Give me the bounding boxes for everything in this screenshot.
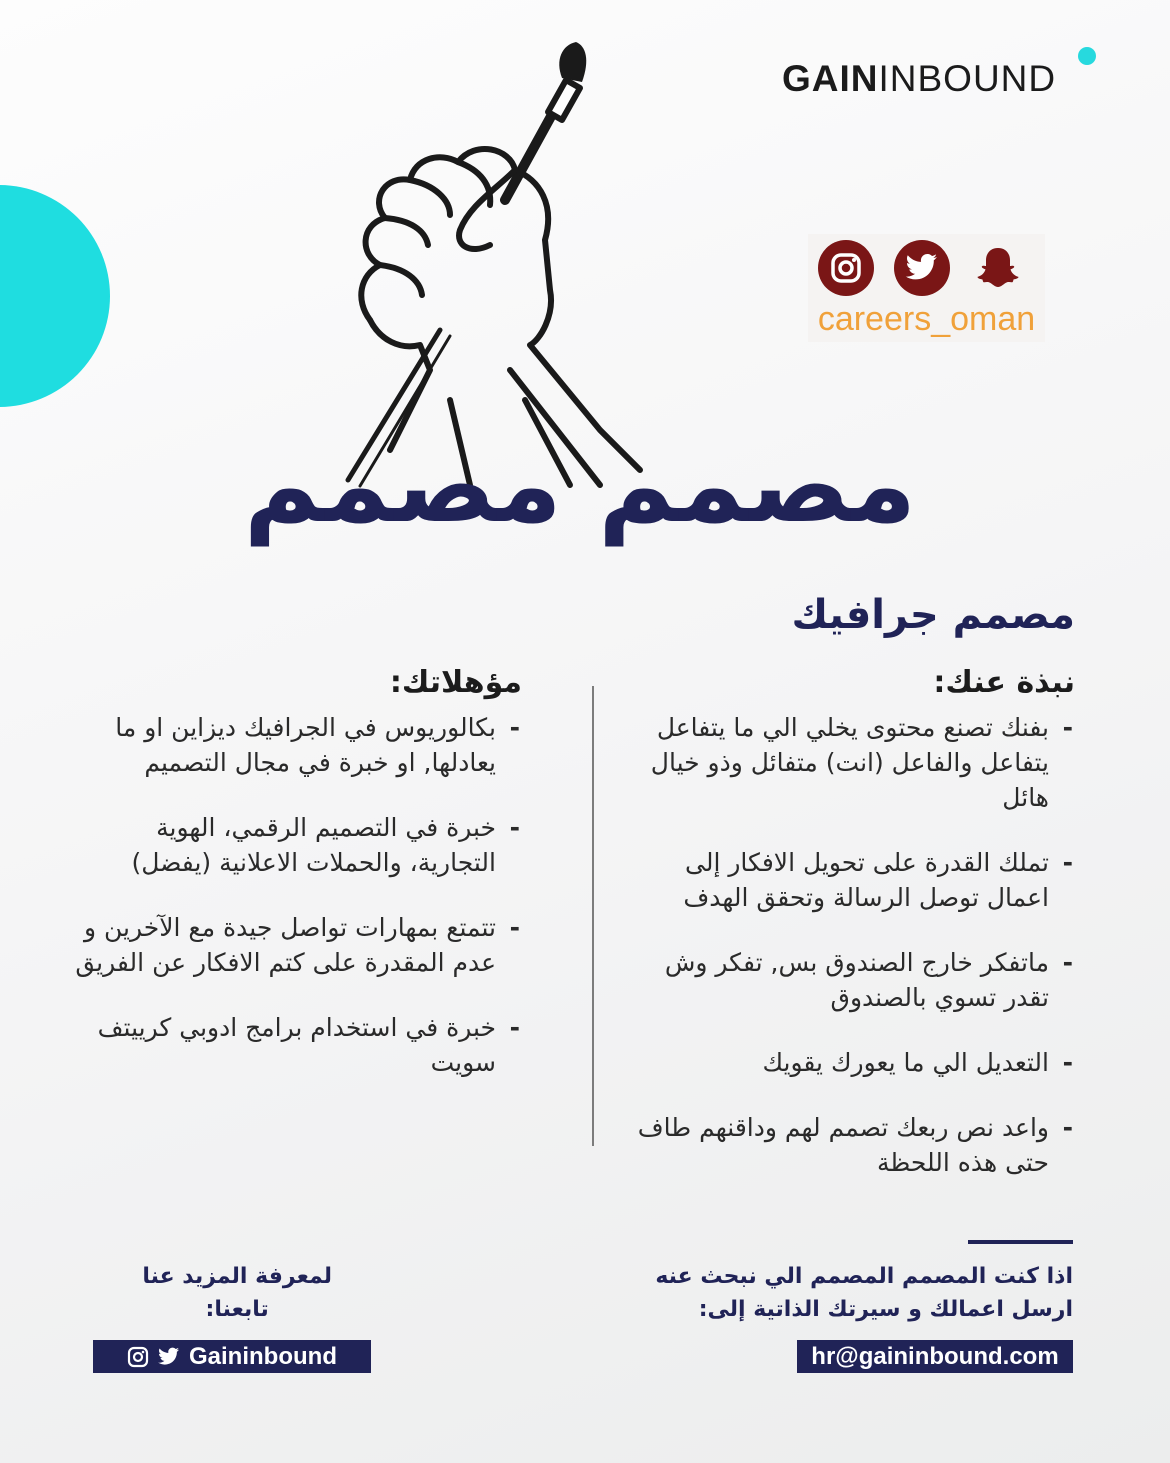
about-section	[625, 665, 1075, 1210]
instagram-icon[interactable]	[818, 240, 874, 296]
qualifications-list	[72, 710, 522, 1080]
follow-text	[142, 1260, 332, 1326]
follow-handle-link[interactable]	[93, 1340, 371, 1373]
cta-line-2: ارسل اعمالك و سيرتك الذاتية إلى:	[698, 1297, 1073, 1322]
logo-bold-text: GAIN	[782, 58, 879, 99]
about-heading: نبذة عنك:	[933, 665, 1075, 700]
qualification-item: - خبرة في استخدام برامج ادوبي كرييتف سويت	[72, 1010, 522, 1080]
qualification-item: - خبرة في التصميم الرقمي، الهوية التجارية، والحملات الاعلانية (يفضل)	[72, 810, 522, 880]
qualifications-section	[72, 665, 522, 1110]
follow-line-1: لمعرفة المزيد عنا	[142, 1264, 332, 1289]
job-title: مصمم جرافيك	[791, 592, 1075, 638]
about-item: - بفنك تصنع محتوى يخلي الي ما يتفاعل يتفاعل والفاعل (انت) متفائل وذو خيال هائل	[625, 710, 1075, 815]
cta-line-1: اذا كنت المصمم المصمم الي نبحث عنه	[655, 1264, 1073, 1289]
snapchat-icon[interactable]	[970, 240, 1026, 296]
twitter-icon[interactable]	[894, 240, 950, 296]
about-item: - تملك القدرة على تحويل الافكار إلى اعمال توصل الرسالة وتحقق الهدف	[625, 845, 1075, 915]
cta-text	[655, 1260, 1073, 1326]
logo-light-text: INBOUND	[878, 58, 1057, 99]
about-item: - التعديل الي ما يعورك يقويك	[625, 1045, 1075, 1080]
social-card	[808, 234, 1045, 342]
column-divider	[592, 686, 594, 1146]
gaininbound-logo	[782, 58, 1056, 100]
about-item: - واعد نص ربعك تصمم لهم وداقنهم طاف حتى هذه اللحظة	[625, 1110, 1075, 1180]
teal-dot-decoration	[1078, 47, 1096, 65]
social-icons-row	[818, 240, 1038, 298]
follow-line-2: تابعنا:	[205, 1297, 269, 1322]
follow-handle: Gaininbound	[189, 1342, 337, 1370]
qualifications-heading: مؤهلاتك:	[389, 665, 522, 700]
hero-title: مصمم مصمم	[243, 424, 917, 546]
qualification-item: - بكالوريوس في الجرافيك ديزاين او ما يعادلها, او خبرة في مجال التصميم	[72, 710, 522, 780]
about-item: - ماتفكر خارج الصندوق بس, تفكر وش تقدر تسوي بالصندوق	[625, 945, 1075, 1015]
instagram-icon	[127, 1346, 149, 1368]
social-handle: careers_oman	[817, 300, 1036, 338]
email-link[interactable]: hr@gaininbound.com	[797, 1340, 1073, 1373]
qualification-item: - تتمتع بمهارات تواصل جيدة مع الآخرين و عدم المقدرة على كتم الافكار عن الفريق	[72, 910, 522, 980]
cta-accent-line	[968, 1240, 1073, 1244]
twitter-icon	[157, 1347, 181, 1367]
about-list	[625, 710, 1075, 1180]
teal-circle-decoration	[0, 185, 110, 407]
